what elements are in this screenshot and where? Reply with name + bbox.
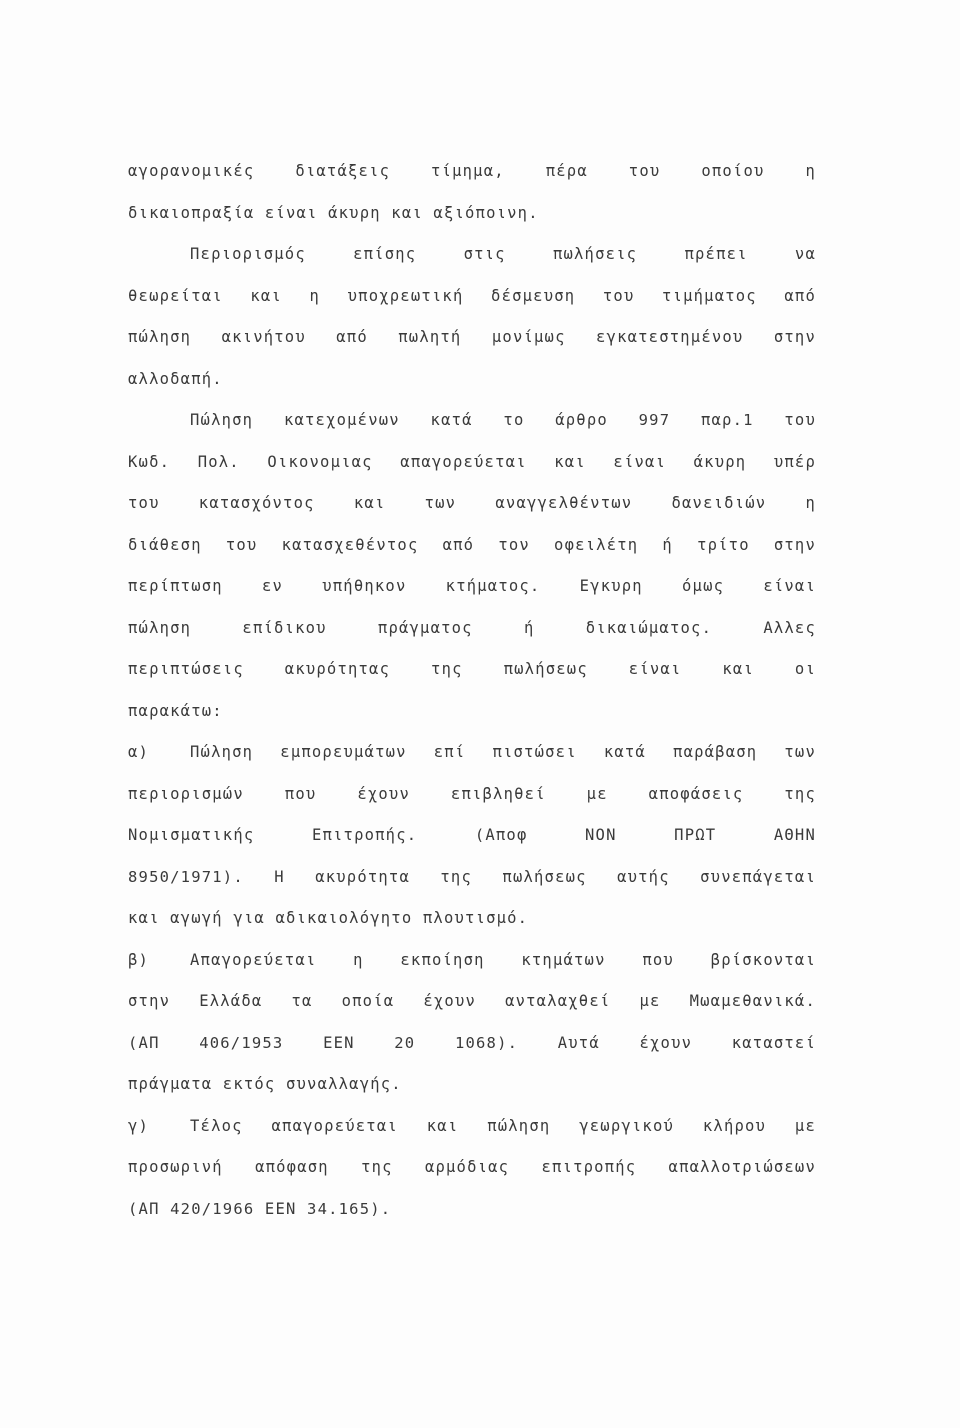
list-item-c: [128, 1113, 816, 1155]
text-line: παρακάτω:: [128, 701, 223, 720]
text-line: πράγματα εκτός συναλλαγής.: [128, 1075, 402, 1093]
text-line: Κωδ. Πολ. Οικονομιας απαγορεύεται και είναι άκυρη υπέρ: [128, 452, 816, 471]
list-item-marker: β): [128, 950, 150, 969]
text-line: και αγωγή για αδικαιολόγητο πλουτισμό.: [128, 909, 529, 927]
document-body: [128, 158, 816, 1237]
text-line: περιορισμών που έχουν επιβληθεί με αποφάσεις της: [128, 784, 816, 803]
text-line: αλλοδαπή.: [128, 369, 223, 388]
text-line: του κατασχόντος και των αναγγελθέντων δανειδιών η: [128, 494, 816, 512]
text-line: στην Ελλάδα τα οποία έχουν ανταλαχθεί με Μωαμεθανικά.: [128, 992, 816, 1010]
text-line: (ΑΠ 406/1953 ΕΕΝ 20 1068). Αυτά έχουν καταστεί: [128, 1033, 816, 1052]
text-line: 8950/1971). Η ακυρότητα της πωλήσεως αυτής συνεπάγεται: [128, 867, 816, 886]
text-line: πώληση επίδικου πράγματος ή δικαιώματος. Αλλες: [128, 618, 816, 637]
text-line: περιπτώσεις ακυρότητας της πωλήσεως είναι και οι: [128, 660, 816, 678]
text-line: Νομισματικής Επιτροπής. (Αποφ ΝΟΝ ΠΡΩΤ ΑΘΗΝ: [128, 826, 816, 844]
text-line: διάθεση του κατασχεθέντος από τον οφειλέτη ή τρίτο στην: [128, 535, 816, 554]
text-line: δικαιοπραξία είναι άκυρη και αξιόποινη.: [128, 203, 539, 222]
list-item-marker: α): [128, 743, 150, 761]
text-line: θεωρείται και η υποχρεωτική δέσμευση του τιμήματος από: [128, 286, 816, 305]
list-item-b: [128, 947, 816, 989]
list-item-text: Τέλος απαγορεύεται και πώληση γεωργικού κλήρου με: [190, 1116, 816, 1135]
text-line: προσωρινή απόφαση της αρμόδιας επιτροπής απαλλοτριώσεων: [128, 1158, 816, 1176]
list-item-marker: γ): [128, 1116, 150, 1135]
text-line: Περιορισμός επίσης στις πωλήσεις πρέπει να: [190, 245, 816, 263]
list-item-text: Πώληση εμπορευμάτων επί πιστώσει κατά παράβαση των: [190, 743, 816, 761]
text-line: Πώληση κατεχομένων κατά το άρθρο 997 παρ.1 του: [190, 411, 816, 429]
list-item-a: [128, 739, 816, 781]
list-item-text: Απαγορεύεται η εκποίηση κτημάτων που βρίσκονται: [190, 950, 816, 969]
text-line: (ΑΠ 420/1966 ΕΕΝ 34.165).: [128, 1199, 392, 1218]
text-line: πώληση ακινήτου από πωλητή μονίμως εγκατεστημένου στην: [128, 328, 816, 346]
text-line: περίπτωση εν υπήθηκον κτήματος. Εγκυρη όμως είναι: [128, 577, 816, 595]
text-line: αγορανομικές διατάξεις τίμημα, πέρα του οποίου η: [128, 162, 816, 180]
